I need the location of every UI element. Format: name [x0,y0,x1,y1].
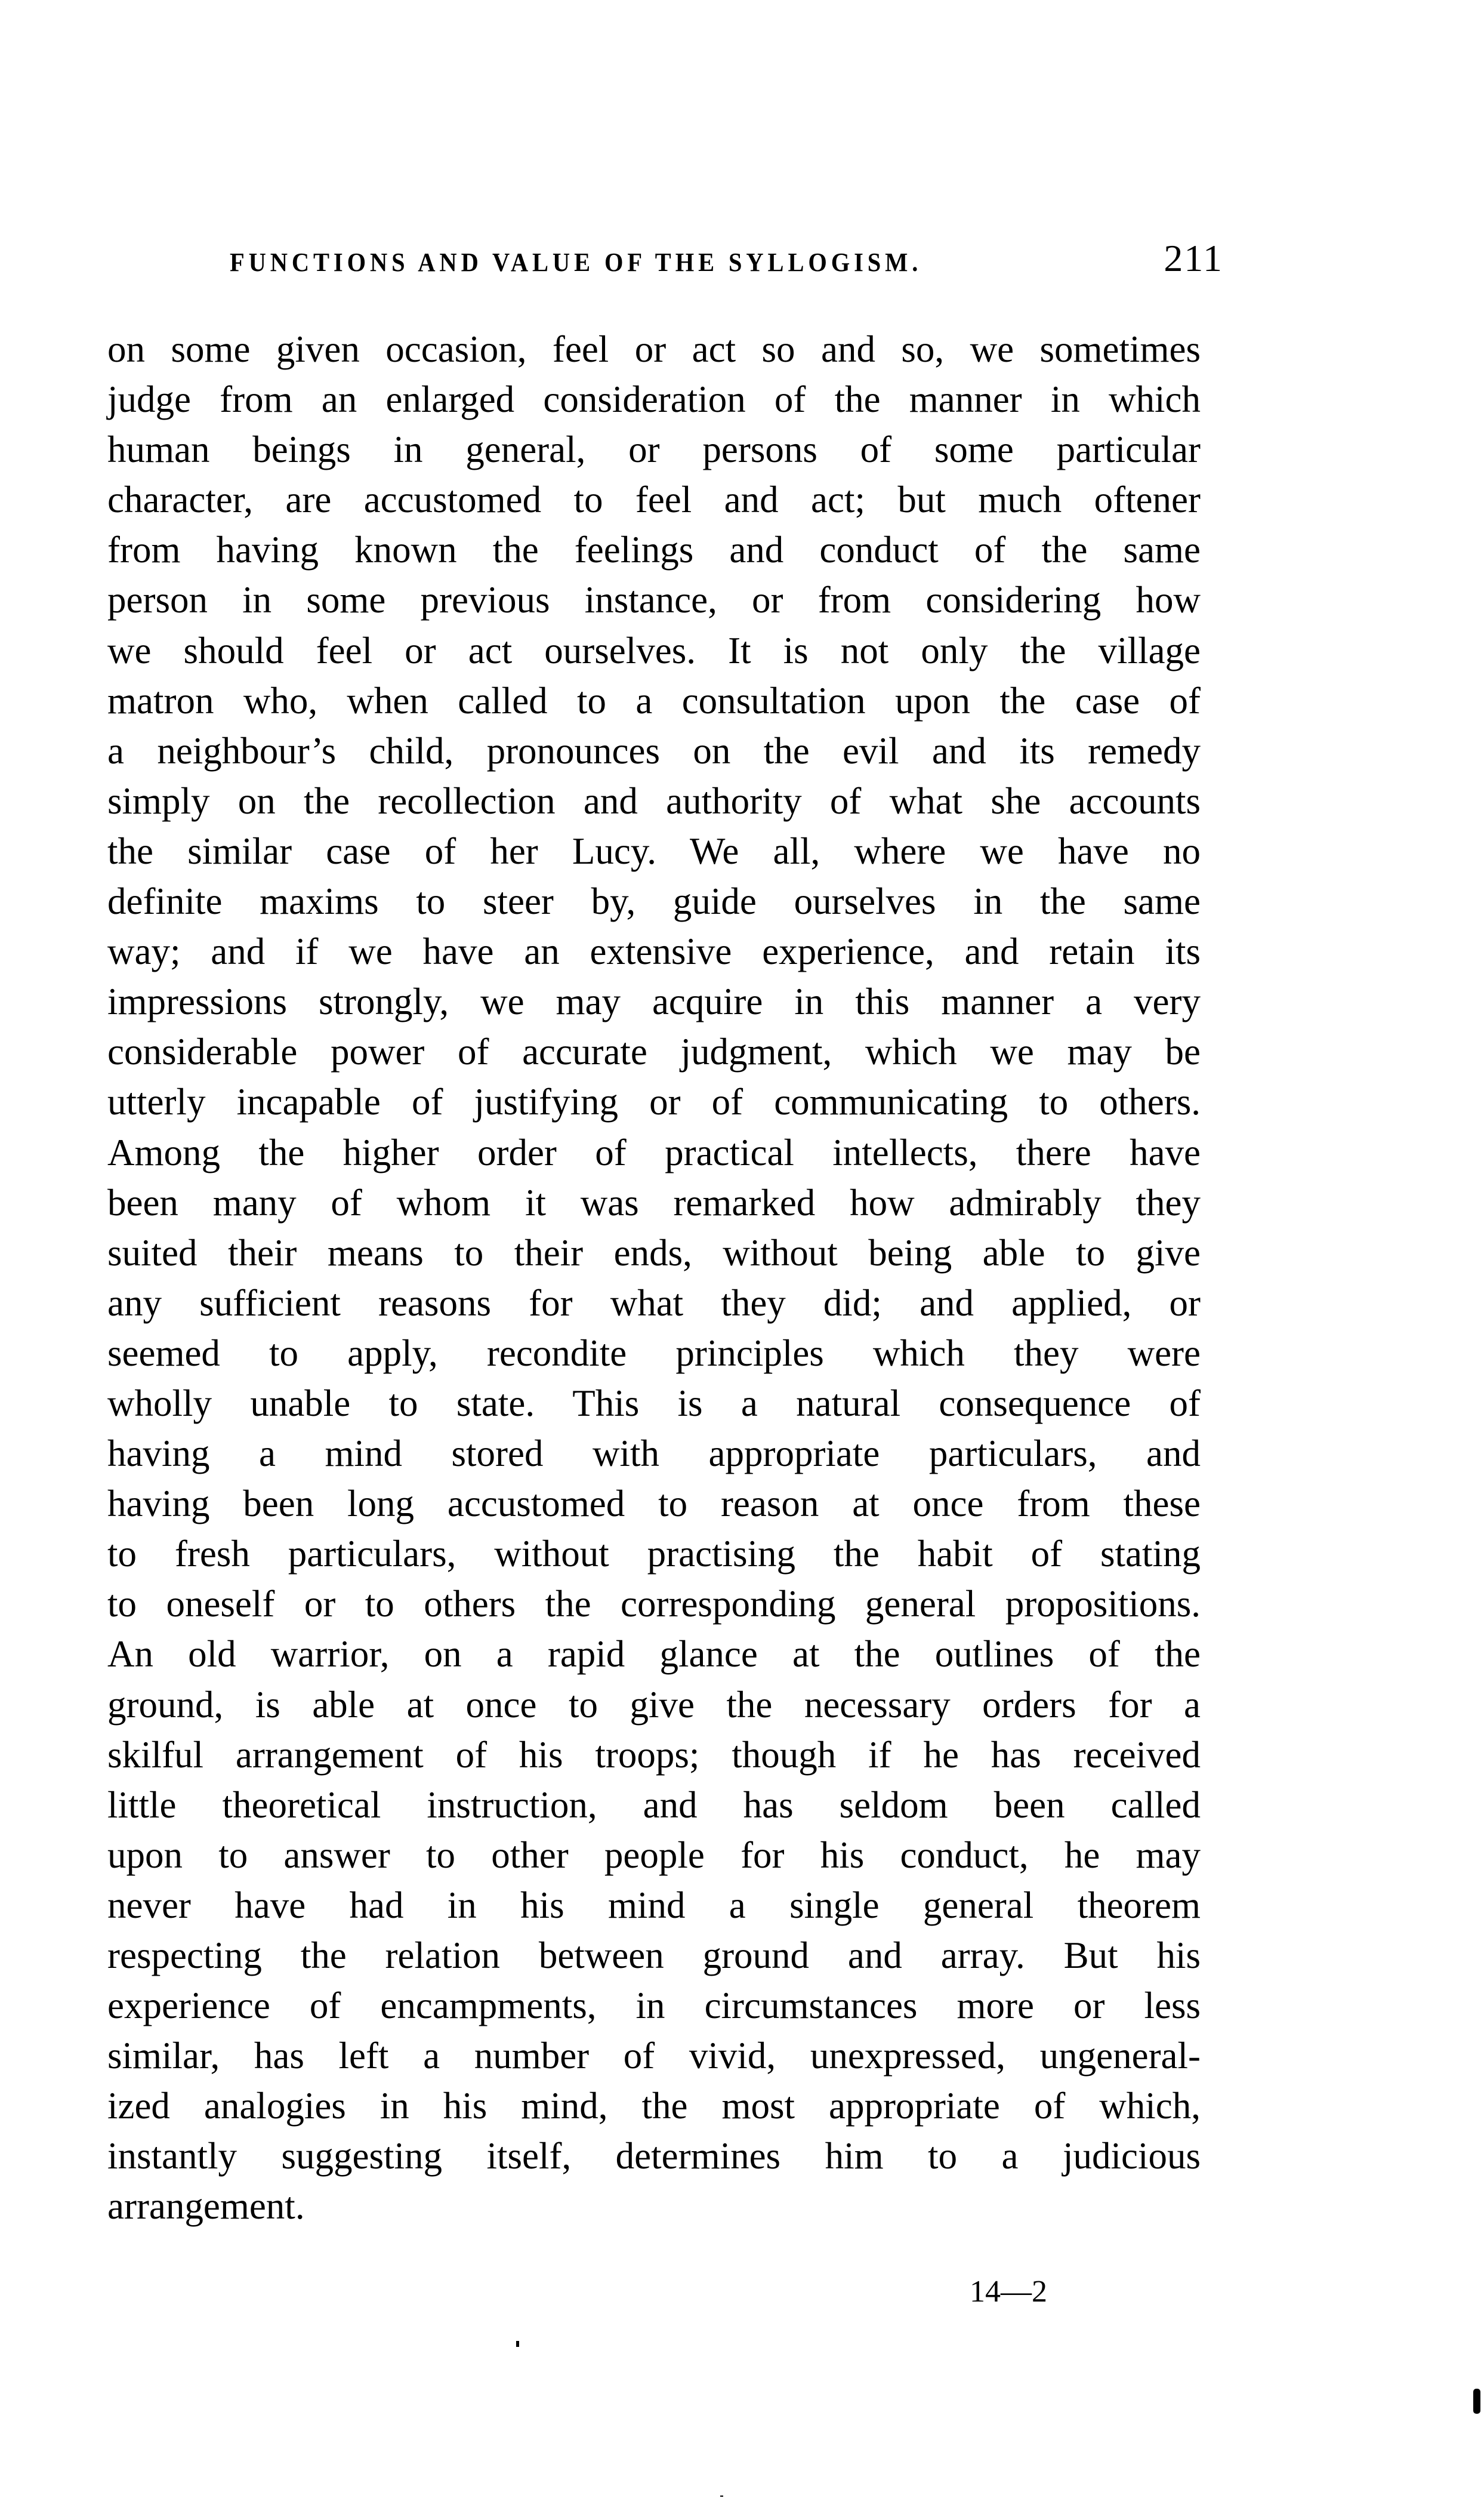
text-line: human beings in general, or persons of some particular [107,429,1201,471]
text-line: skilful arrangement of his troops; though if he has received [107,1733,1201,1776]
text-line: seemed to apply, recondite principles which they were [107,1332,1201,1374]
signature-mark: 14—2 [970,2275,1047,2309]
text-line: been many of whom it was remarked how admirably they [107,1181,1201,1224]
text-line: impressions strongly, we may acquire in this manner a very [107,981,1201,1023]
text-line: ground, is able at once to give the necessary orders for a [107,1683,1201,1726]
text-line: from having known the feelings and conduct of the same [107,529,1201,571]
text-line: on some given occasion, feel or act so and so, we sometimes [107,328,1201,370]
text-line: matron who, when called to a consultation upon the case of [107,679,1201,722]
text-line: judge from an enlarged consideration of the manner in which [107,378,1201,421]
text-line: to oneself or to others the corresponding general propositions. [107,1583,1201,1625]
running-head [230,236,1223,279]
scan-speck [720,2496,723,2497]
text-line: ized analogies in his mind, the most appropriate of which, [107,2085,1201,2127]
text-line: instantly suggesting itself, determines him to a judicious [107,2135,1201,2177]
text-line: any sufficient reasons for what they did; and applied, or [107,1281,1201,1324]
text-line: simply on the recollection and authority of what she accounts [107,780,1201,822]
text-line: experience of encampments, in circumstances more or less [107,1985,1201,2027]
text-line: character, are accustomed to feel and act; but much oftener [107,479,1201,521]
text-line: we should feel or act ourselves. It is not only the village [107,629,1201,671]
text-line: the similar case of her Lucy. We all, where we have no [107,830,1201,872]
text-line: respecting the relation between ground and array. But his [107,1934,1201,1976]
text-line: definite maxims to steer by, guide ourselves in the same [107,880,1201,923]
text-line: having a mind stored with appropriate particulars, and [107,1432,1201,1475]
text-line: having been long accustomed to reason at once from these [107,1483,1201,1525]
text-line: utterly incapable of justifying or of communicating to others. [107,1081,1201,1123]
text-line: upon to answer to other people for his conduct, he may [107,1834,1201,1876]
body-text [107,324,1201,2232]
text-line: Among the higher order of practical intellects, there have [107,1131,1201,1173]
text-line: similar, has left a number of vivid, unexpressed, ungeneral- [107,2035,1201,2077]
text-line-final: arrangement. [107,2185,305,2228]
text-line: way; and if we have an extensive experience, and retain its [107,931,1201,973]
text-line: wholly unable to state. This is a natural consequence of [107,1382,1201,1424]
text-line: suited their means to their ends, without being able to give [107,1231,1201,1274]
scan-margin-mark [1473,2389,1480,2414]
text-line: a neighbour’s child, pronounces on the evil and its remedy [107,729,1201,772]
text-line: An old warrior, on a rapid glance at the outlines of the [107,1633,1201,1675]
text-line: little theoretical instruction, and has seldom been called [107,1783,1201,1826]
text-line: person in some previous instance, or from considering how [107,579,1201,621]
text-line: never have had in his mind a single general theorem [107,1884,1201,1926]
page-number: 211 [1164,237,1223,279]
text-line: considerable power of accurate judgment, which we may be [107,1031,1201,1073]
running-title: FUNCTIONS AND VALUE OF THE SYLLOGISM. [230,248,922,277]
scan-speck [516,2341,519,2347]
text-line: to fresh particulars, without practising the habit of stating [107,1533,1201,1575]
